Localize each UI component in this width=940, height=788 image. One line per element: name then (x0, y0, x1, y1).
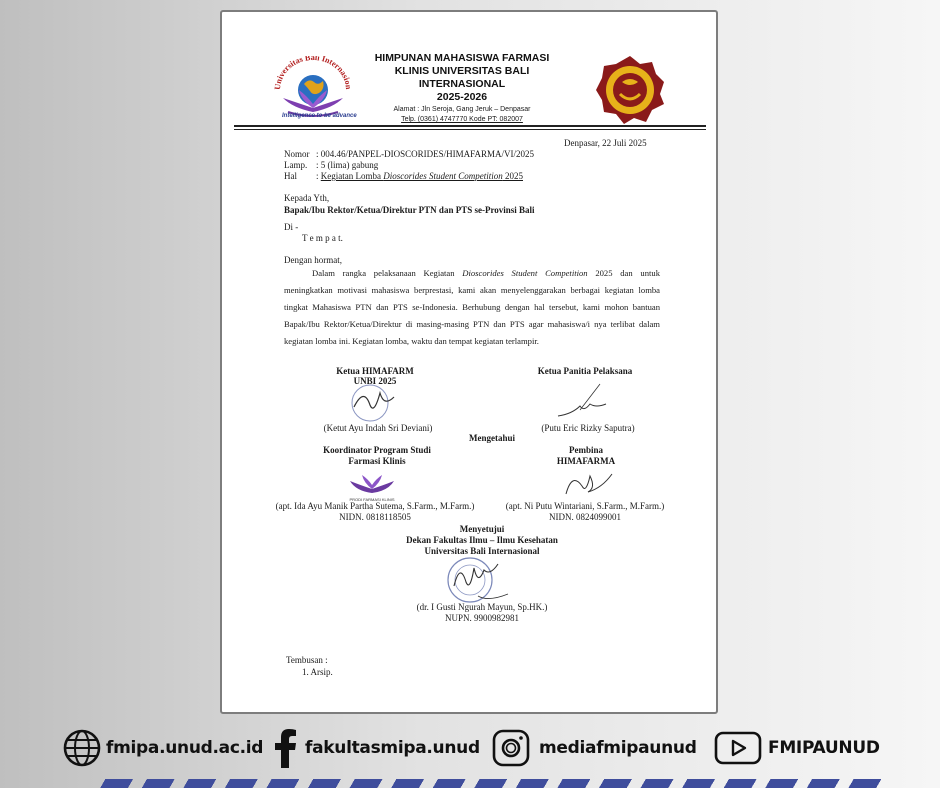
panitia-name: (Putu Eric Rizky Saputra) (541, 423, 635, 433)
social-youtube[interactable] (714, 728, 880, 768)
hal-label: Hal (284, 171, 297, 181)
nomor-value: : 004.46/PANPEL-DIOSCORIDES/HIMAFARMA/VI/2025 (316, 149, 535, 159)
organization-name (372, 52, 552, 104)
hal-subject: Kegiatan Lomba Dioscorides Student Competition 2025 (320, 171, 523, 181)
ketua-name: (Ketut Ayu Indah Sri Deviani) (323, 423, 433, 433)
instagram-icon (491, 728, 531, 768)
lamp-label: Lamp. (284, 160, 308, 170)
pembina-title: Pembina HIMAFARMA (556, 445, 616, 466)
mengetahui-label: Mengetahui (469, 433, 515, 443)
dekan-title: Dekan Fakultas Ilmu – Ilmu Kesehatan Universitas Bali Internasional (406, 535, 558, 556)
stamp-prodi-text: PRODI FARMASI KLINIS (349, 497, 395, 502)
tembusan-label: Tembusan : (286, 655, 328, 665)
dekan-name: (dr. I Gusti Ngurah Mayun, Sp.HK.) (416, 602, 548, 612)
ketua-stamp-signature (340, 377, 410, 425)
lamp-value: : 5 (lima) gabung (316, 160, 379, 170)
dekan-stamp-signature (434, 556, 524, 606)
hal-value (316, 171, 523, 182)
pembina-name: (apt. Ni Putu Wintariani, S.Farm., M.Farm.) (505, 501, 665, 511)
social-facebook-text: fakultasmipa.unud (305, 738, 480, 758)
kaprodi-name: (apt. Ida Ayu Manik Partha Sutema, S.Farm., M.Farm.) (275, 501, 475, 511)
org-name-line: KLINIS UNIVERSITAS BALI (394, 65, 530, 77)
himafarma-seal-logo (594, 54, 666, 126)
phone-text: Telp. (0361) 4747770 Kode PT: 082007 (401, 116, 523, 123)
body-paragraph: Dalam rangka pelaksanaan Kegiatan Dioscorides Student Competition 2025 dan untuk meningkatkan motivasi mahasiswa berprestasi, kami akan menyelenggarakan berbagai kegiatan lomba tingkat Mahasiswa PTN dan PTS se-Indonesia. Berhubung dengan hal tersebut, kami mohon bantuan Bapak/Ibu Rektor/Ketua/Direktur di masing-masing PTN dan PTS agar mahasiswa/i nya terlibat dalam kegiatan lomba ini. Kegiatan lomba, waktu dan tempat kegiatan terlampir. (284, 268, 660, 346)
letterhead-address (362, 105, 562, 125)
greeting: Dengan hormat, (284, 255, 342, 265)
org-period: 2025-2026 (436, 91, 488, 103)
panitia-signature (552, 380, 612, 422)
facebook-icon (275, 728, 297, 768)
nomor-label: Nomor (284, 149, 310, 159)
letter-document (220, 10, 718, 714)
kaprodi-nidn: NIDN. 0818118505 (339, 512, 411, 522)
place-date: Denpasar, 22 Juli 2025 (564, 138, 647, 148)
footer-stripe-band (100, 779, 890, 788)
panitia-title: Ketua Panitia Pelaksana (537, 366, 633, 376)
pembina-signature (558, 464, 618, 502)
ketua-title: Ketua HIMAFARM UNBI 2025 (336, 366, 414, 386)
social-website[interactable] (62, 728, 263, 768)
letterhead-rule-thin (234, 129, 706, 130)
social-facebook[interactable] (275, 728, 480, 768)
tempat-label: T e m p a t. (302, 233, 343, 243)
social-youtube-text: FMIPAUNUD (768, 738, 880, 758)
kepada-yth: Kepada Yth, (284, 193, 330, 203)
org-name-line: HIMPUNAN MAHASISWA FARMASI (374, 52, 550, 64)
org-name-line: INTERNASIONAL (418, 78, 506, 90)
univ-tagline: Intelligence to be advance (282, 113, 357, 119)
univ-logo-text: Universitas Bali Internasion (272, 56, 354, 91)
hal-colon: : (316, 171, 319, 181)
youtube-icon (714, 730, 762, 766)
social-instagram-text: mediafmipaunud (539, 738, 697, 758)
kaprodi-title: Koordinator Program Studi Farmasi Klinis (323, 445, 431, 466)
dekan-nupn: NUPN. 9900982981 (444, 613, 520, 623)
pembina-nidn: NIDN. 0824099001 (549, 512, 621, 522)
letterhead-rule-thick (234, 125, 706, 127)
menyetujui-label: Menyetujui (459, 524, 505, 534)
tembusan-item: 1. Arsip. (302, 667, 333, 677)
social-website-text: fmipa.unud.ac.id (106, 738, 264, 758)
prodi-stamp (343, 469, 401, 501)
address-text: Alamat : Jln Seroja, Gang Jeruk – Denpasar (393, 106, 531, 113)
recipient: Bapak/Ibu Rektor/Ketua/Direktur PTN dan PTS se-Provinsi Bali (284, 205, 535, 215)
di-label: Di - (284, 222, 299, 232)
social-instagram[interactable] (491, 728, 697, 768)
globe-icon (62, 728, 102, 768)
